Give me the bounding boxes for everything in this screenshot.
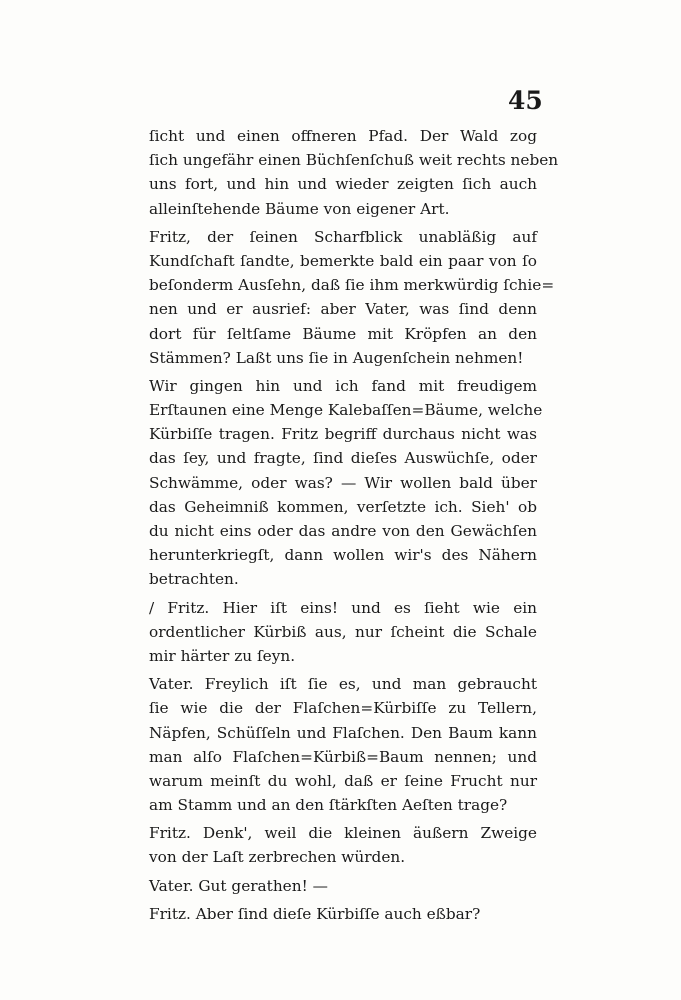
paragraph bbox=[149, 821, 537, 869]
paragraph bbox=[149, 902, 537, 926]
text-line: das Geheimniß kommen, verſetzte ich. Sieh' ob bbox=[149, 497, 537, 516]
text-line: Vater. Freylich iſt ſie es, und man gebraucht bbox=[149, 675, 537, 694]
text-line: mir härter zu ſeyn. bbox=[149, 646, 296, 665]
text-line: Fritz. Aber ſind dieſe Kürbiſſe auch eßbar? bbox=[149, 904, 481, 923]
text-line: am Stamm und an den ſtärkſten Aeſten trage? bbox=[149, 796, 508, 815]
paragraph bbox=[149, 225, 555, 370]
paragraph bbox=[149, 374, 543, 592]
text-line: Kundſchaft ſandte, bemerkte bald ein paar von ſo bbox=[149, 251, 537, 270]
paragraph bbox=[149, 672, 537, 817]
text-line: alleinſtehende Bäume von eigener Art. bbox=[149, 199, 450, 218]
text-line: uns fort, und hin und wieder zeigten ſich auch bbox=[149, 175, 537, 194]
text-line: ordentlicher Kürbiß aus, nur ſcheint die Schale bbox=[149, 622, 537, 641]
text-line: Erſtaunen eine Menge Kalebaſſen=Bäume, welche bbox=[149, 401, 543, 420]
text-line: Fritz. Denk', weil die kleinen äußern Zweige bbox=[149, 824, 537, 843]
text-line: Kürbiſſe tragen. Fritz begriff durchaus nicht was bbox=[149, 425, 537, 444]
text-line: du nicht eins oder das andre von den Gewächſen bbox=[149, 522, 537, 540]
text-line: von der Laſt zerbrechen würden. bbox=[149, 848, 406, 867]
paragraph bbox=[149, 596, 537, 669]
text-line: Fritz, der ſeinen Scharfblick unabläßig auf bbox=[149, 227, 537, 246]
text-line: warum meinſt du wohl, daß er ſeine Frucht nur bbox=[149, 771, 537, 790]
paragraph bbox=[149, 124, 559, 221]
paragraph bbox=[149, 874, 537, 898]
text-line: man alſo Flaſchen=Kürbiß=Baum nennen; und bbox=[149, 747, 537, 766]
page-number: 45 bbox=[508, 86, 543, 115]
text-line: Stämmen? Laßt uns ſie in Augenſchein nehmen! bbox=[149, 348, 524, 367]
text-line: betrachten. bbox=[149, 570, 239, 589]
text-line: das ſey, und fragte, ſind dieſes Auswüchſe, oder bbox=[149, 449, 537, 468]
text-line: dort für ſeltſame Bäume mit Kröpfen an den bbox=[149, 324, 537, 343]
text-line: beſonderm Ausſehn, daß ſie ihm merkwürdig ſchie= bbox=[149, 276, 555, 295]
text-line: Wir gingen hin und ich fand mit freudigem bbox=[149, 376, 537, 395]
text-line: ſich ungefähr einen Büchſenſchuß weit rechts neben bbox=[149, 151, 559, 170]
text-line: ſie wie die der Flaſchen=Kürbiſſe zu Tellern, bbox=[149, 699, 537, 718]
text-line: herunterkriegſt, dann wollen wir's des Nähern bbox=[149, 546, 537, 565]
text-line: nen und er ausrief: aber Vater, was ſind denn bbox=[149, 300, 537, 319]
text-line: Näpfen, Schüſſeln und Flaſchen. Den Baum kann bbox=[149, 723, 537, 742]
text-line: / Fritz. Hier iſt eins! und es ſieht wie ein bbox=[149, 598, 537, 617]
text-line: ſicht und einen offneren Pfad. Der Wald zog bbox=[149, 127, 537, 145]
body-text bbox=[149, 124, 559, 930]
text-line: Vater. Gut gerathen! — bbox=[149, 876, 328, 895]
text-line: Schwämme, oder was? — Wir wollen bald über bbox=[149, 473, 537, 492]
